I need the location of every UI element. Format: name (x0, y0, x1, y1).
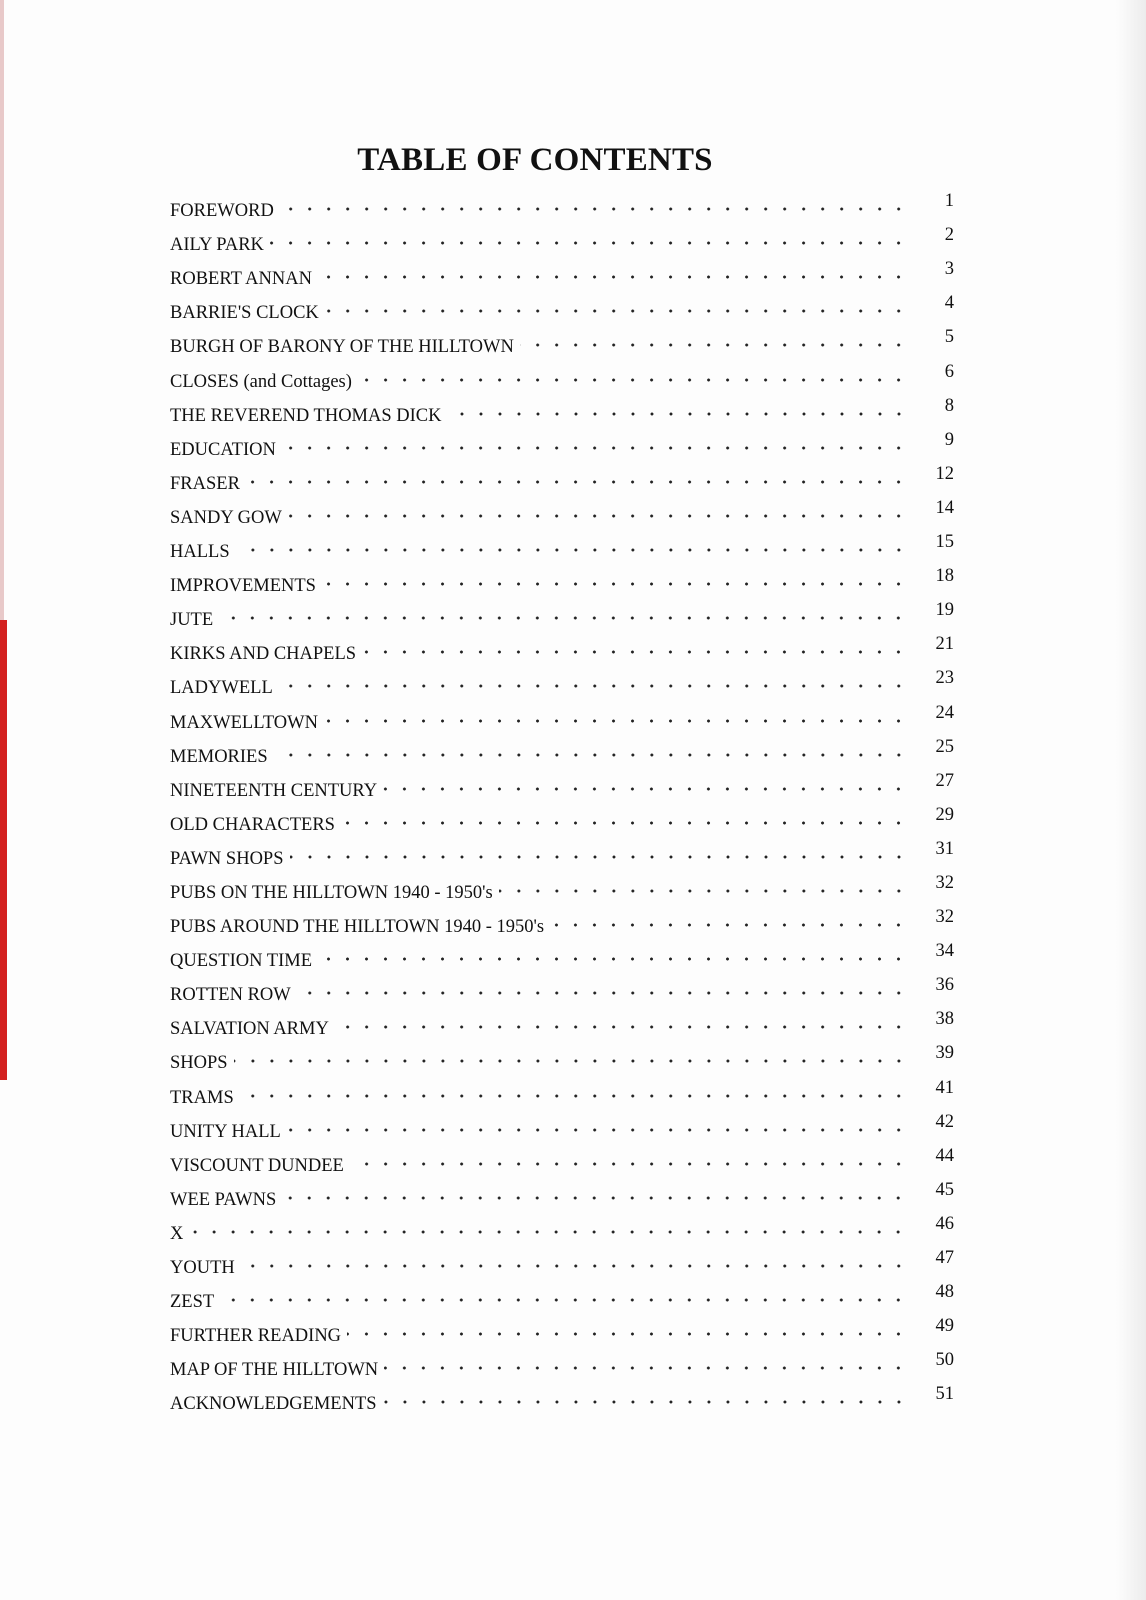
toc-entry-page-number: 4 (944, 293, 954, 314)
toc-entry (170, 427, 954, 461)
toc-entry-page-number: 15 (935, 532, 954, 553)
toc-entry (170, 597, 954, 631)
toc-entry-label: JUTE (170, 610, 214, 631)
toc-entry-page-number: 39 (935, 1043, 954, 1064)
toc-entry-page-number: 46 (935, 1213, 954, 1234)
toc-entry (170, 665, 954, 699)
toc-entry-page-number: 31 (935, 838, 954, 859)
toc-entry-page-number: 27 (935, 770, 954, 791)
toc-entry-label: MAP OF THE HILLTOWN (170, 1360, 379, 1381)
toc-entry-label: X (170, 1223, 184, 1244)
toc-entry (170, 1211, 954, 1245)
toc-entry (170, 1143, 954, 1177)
dot-leader (325, 302, 908, 320)
dot-leader (288, 507, 908, 525)
toc-entry-page-number: 2 (944, 225, 954, 246)
toc-entry (170, 1074, 954, 1108)
toc-entry-label: YOUTH (170, 1258, 235, 1278)
toc-entry (170, 222, 954, 256)
toc-entry (170, 1313, 954, 1347)
dot-leader (499, 882, 908, 900)
dot-leader (318, 268, 908, 286)
toc-entry-label: ZEST (170, 1292, 215, 1313)
toc-entry-label: SANDY GOW (170, 507, 282, 528)
toc-entry (170, 1279, 954, 1313)
toc-entry (170, 1040, 954, 1074)
dot-leader (358, 371, 908, 389)
toc-entry-page-number: 1 (944, 191, 954, 212)
toc-entry-label: PUBS AROUND THE HILLTOWN 1940 - 1950's (170, 917, 545, 938)
toc-entry-page-number: 42 (935, 1111, 954, 1132)
toc-entry-label: NINETEENTH CENTURY (170, 780, 378, 801)
dot-leader (282, 1189, 908, 1207)
toc-entry (170, 290, 954, 324)
toc-entry-page-number: 38 (935, 1009, 954, 1030)
toc-entry (170, 1177, 954, 1211)
toc-entry-label: MAXWELLTOWN (170, 712, 318, 733)
dot-leader (287, 1121, 908, 1139)
toc-entry-page-number: 21 (935, 634, 954, 655)
toc-entry-label: QUESTION TIME (170, 951, 312, 972)
dot-leader (189, 1223, 908, 1241)
dot-leader (240, 1087, 908, 1105)
dot-leader (341, 814, 908, 832)
dot-leader (220, 1291, 908, 1309)
dot-leader (350, 1155, 908, 1173)
toc-entry-label: BARRIE'S CLOCK (170, 303, 319, 324)
toc-entry (170, 1245, 954, 1279)
toc-entry (170, 904, 954, 938)
toc-entry-label: OLD CHARACTERS (170, 814, 335, 835)
toc-entry-page-number: 24 (935, 702, 954, 723)
toc-entry (170, 529, 954, 563)
toc-entry-label: IMPROVEMENTS (170, 576, 316, 597)
dot-leader (279, 677, 908, 695)
toc-entry (170, 563, 954, 597)
dot-leader (335, 1018, 908, 1036)
dot-leader (282, 439, 908, 457)
dot-leader (234, 1052, 908, 1070)
toc-entry-page-number: 6 (944, 361, 954, 382)
dot-leader (322, 575, 908, 593)
toc-entry-label: VISCOUNT DUNDEE (170, 1155, 344, 1176)
toc-entry (170, 802, 954, 836)
toc-entry-label: SHOPS (170, 1053, 228, 1074)
toc-entry (170, 734, 954, 768)
toc-entry-label: KIRKS AND CHAPELS (170, 644, 357, 665)
toc-entry-page-number: 41 (935, 1077, 954, 1098)
toc-entry-label: FURTHER READING (170, 1326, 342, 1347)
red-binding-edge (0, 620, 7, 1080)
toc-entry-label: FOREWORD (170, 201, 274, 222)
toc-entry-page-number: 47 (935, 1248, 954, 1268)
toc-entry-page-number: 44 (935, 1145, 954, 1166)
dot-leader (219, 609, 908, 627)
dot-leader (236, 541, 908, 559)
toc-entry (170, 495, 954, 529)
dot-leader (324, 712, 908, 730)
toc-entry-page-number: 9 (944, 429, 954, 450)
toc-entry-page-number: 19 (935, 600, 954, 621)
toc-entry-label: FRASER (170, 473, 240, 494)
toc-entry (170, 1347, 954, 1381)
toc-entry (170, 870, 954, 904)
toc-entry (170, 393, 954, 427)
table-of-contents (170, 188, 954, 1415)
toc-entry (170, 324, 954, 358)
toc-entry (170, 938, 954, 972)
binding-edge-top (0, 0, 4, 620)
toc-entry-page-number: 34 (935, 941, 954, 962)
dot-leader (241, 1257, 908, 1275)
toc-entry-label: MEMORIES (170, 746, 268, 767)
dot-leader (270, 234, 908, 252)
dot-leader (383, 780, 908, 798)
toc-entry-page-number: 12 (935, 463, 954, 484)
dot-leader (297, 984, 908, 1002)
toc-entry-label: PAWN SHOPS (170, 848, 284, 869)
toc-entry (170, 768, 954, 802)
dot-leader (383, 1393, 908, 1411)
page-title: TABLE OF CONTENTS (357, 142, 713, 179)
toc-entry (170, 1381, 954, 1415)
page-edge-shadow (1116, 0, 1146, 1600)
toc-entry-page-number: 3 (944, 259, 954, 280)
toc-entry-label: EDUCATION (170, 439, 276, 460)
toc-entry-page-number: 36 (935, 975, 954, 996)
toc-entry-page-number: 14 (935, 497, 954, 518)
toc-entry-label: AILY PARK (170, 235, 264, 256)
toc-entry-label: PUBS ON THE HILLTOWN 1940 - 1950's (170, 882, 493, 903)
toc-entry (170, 631, 954, 665)
toc-entry-page-number: 18 (935, 566, 954, 587)
toc-entry-page-number: 5 (944, 327, 954, 348)
toc-entry-page-number: 25 (935, 736, 954, 757)
dot-leader (290, 848, 908, 866)
toc-entry-page-number: 48 (935, 1282, 954, 1303)
toc-entry-label: SALVATION ARMY (170, 1019, 329, 1040)
toc-entry (170, 461, 954, 495)
toc-entry-label: BURGH OF BARONY OF THE HILLTOWN (170, 337, 514, 358)
toc-entry-label: ACKNOWLEDGEMENTS (170, 1394, 377, 1415)
toc-entry (170, 972, 954, 1006)
toc-entry-page-number: 50 (935, 1350, 954, 1371)
dot-leader (362, 643, 908, 661)
toc-entry (170, 256, 954, 290)
toc-entry-label: ROBERT ANNAN (170, 269, 312, 290)
dot-leader (280, 200, 908, 218)
toc-entry (170, 1109, 954, 1143)
dot-leader (318, 950, 908, 968)
toc-entry-label: TRAMS (170, 1087, 234, 1108)
toc-entry-label: CLOSES (and Cottages) (170, 371, 352, 392)
toc-entry-label: THE REVEREND THOMAS DICK (170, 405, 442, 426)
toc-entry-label: HALLS (170, 542, 230, 563)
toc-entry-label: WEE PAWNS (170, 1189, 277, 1210)
toc-entry-page-number: 32 (935, 872, 954, 893)
toc-entry (170, 188, 954, 222)
toc-entry (170, 358, 954, 392)
toc-entry (170, 836, 954, 870)
dot-leader (274, 746, 908, 764)
toc-entry-page-number: 23 (935, 668, 954, 689)
dot-leader (384, 1359, 908, 1377)
toc-entry-label: UNITY HALL (170, 1121, 281, 1142)
toc-entry-page-number: 45 (935, 1179, 954, 1200)
dot-leader (550, 916, 908, 934)
dot-leader (520, 336, 908, 354)
toc-entry-label: ROTTEN ROW (170, 985, 291, 1006)
toc-entry-page-number: 32 (935, 907, 954, 928)
toc-entry (170, 1006, 954, 1040)
toc-entry-page-number: 49 (935, 1316, 954, 1337)
toc-entry-page-number: 51 (935, 1384, 954, 1405)
toc-entry (170, 699, 954, 733)
dot-leader (246, 473, 908, 491)
dot-leader (347, 1325, 908, 1343)
dot-leader (448, 405, 908, 423)
toc-entry-page-number: 8 (944, 395, 954, 416)
toc-entry-label: LADYWELL (170, 678, 273, 699)
toc-entry-page-number: 29 (935, 804, 954, 825)
